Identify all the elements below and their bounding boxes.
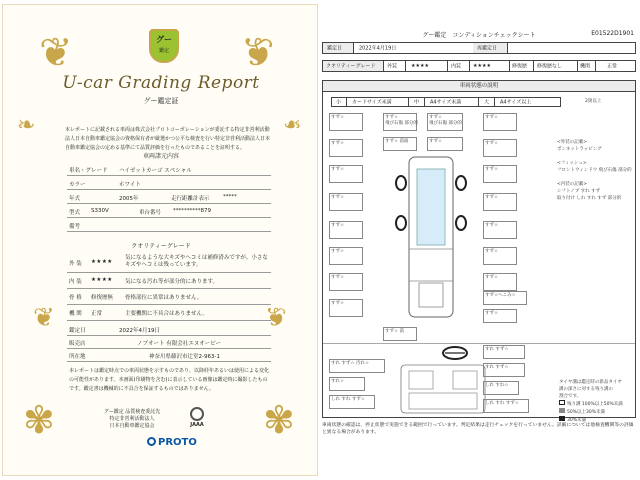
panel-title: 車両状態の説明: [323, 81, 635, 92]
steering-wheel-icon: [441, 345, 469, 361]
grade-comment: 骨格部位に異常はありません。: [125, 295, 203, 301]
vehicle-condition-panel: [322, 80, 636, 423]
ornament-bottom-right-icon: ✾: [263, 398, 295, 442]
sheet-id: E01522D1901: [591, 30, 634, 37]
spec-label: 備考: [69, 224, 81, 230]
exterior-stars: ★★★★: [411, 63, 429, 69]
interior-note: すれ すず☆: [485, 347, 509, 352]
damage-note: すず☆ 前面: [385, 139, 409, 144]
grade-status: 正常: [91, 311, 103, 317]
damage-note: すず☆: [429, 115, 443, 120]
damage-note: すず☆: [331, 249, 345, 254]
spec-value: S330V: [91, 208, 109, 214]
spec-row-color: [67, 177, 271, 190]
frame-label: 修復歴: [512, 63, 528, 70]
legend-line: [559, 408, 623, 416]
grade-comment: 主要機関に不具合はありません。: [125, 311, 208, 317]
info-row-address: [67, 349, 271, 362]
damage-note: すず☆: [485, 141, 499, 146]
spec-row-year: [67, 191, 271, 204]
legend-text: 残り溝 100%以上50%未満: [567, 402, 623, 407]
damage-note: すず☆: [485, 249, 499, 254]
jaaa-logo: [185, 407, 209, 428]
grade-stars: ★★★★: [91, 277, 113, 283]
proto-circle-icon: [147, 437, 156, 446]
grade-label: 内 装: [69, 279, 82, 285]
size-mid: 中: [414, 99, 420, 106]
grading-certificate: [2, 4, 318, 476]
damage-note: すず☆: [485, 275, 499, 280]
date-label: 鑑定日: [327, 45, 343, 52]
cert-title: U-car Grading Report: [62, 73, 260, 93]
org-line: 日本自動車鑑定協会: [109, 423, 155, 429]
grade-label: 機 関: [69, 311, 82, 317]
tire-100-icon: [559, 400, 565, 405]
specs-title: 車両諸元内容: [142, 153, 179, 160]
org-line: グー鑑定 品質検査委託先: [103, 409, 161, 415]
condition-check-sheet: [322, 26, 636, 476]
damage-note: すず☆: [485, 115, 499, 120]
legend-line: 割合です。: [559, 394, 582, 399]
interior-note: すれ すず☆ 汚れ☆: [331, 361, 369, 366]
spec-label: 車名・グレード: [69, 168, 108, 174]
info-label: 鑑定日: [69, 328, 86, 334]
date-row: [322, 42, 636, 54]
grade-label: 骨 格: [69, 295, 82, 301]
spec-row-notes: [67, 219, 271, 232]
ornament-right-vine-icon: ❧: [283, 113, 302, 138]
redate-label: 再鑑定日: [477, 45, 498, 52]
interior-note: すれ すず☆: [485, 365, 509, 370]
damage-note: すず☆: [331, 223, 345, 228]
frame-value: 修復歴なし: [537, 63, 563, 70]
quality-row: [322, 60, 636, 72]
ornament-top-left-icon: ❦: [39, 30, 73, 76]
interior-note: しれ すれ すず☆: [485, 401, 519, 406]
grade-label: 外 装: [69, 261, 82, 267]
date-value: 2022年4月19日: [359, 45, 397, 52]
legend-line: タイヤ溝は鑑定時の新品タイヤ: [559, 380, 622, 385]
grade-row-engine: [67, 305, 271, 321]
size-mid-desc: A4サイズ未満: [430, 99, 462, 106]
dealer-name: ノブオート 有限会社エヌオーピー: [137, 341, 221, 347]
info-row-dealer: [67, 336, 271, 349]
spec-row-name: [67, 163, 271, 176]
legend-text: 50%以上30%未満: [567, 410, 606, 415]
damage-note: すず☆: [331, 141, 345, 146]
spec-label: 走行距離計表示: [171, 196, 210, 202]
size-legend-row: [331, 97, 561, 107]
interior-note: しれ すれ すず☆: [331, 397, 365, 402]
grade-title: クオリティーグレード: [131, 243, 191, 250]
legend-line: [557, 174, 632, 181]
spec-row-model: [67, 205, 271, 218]
tire-30-icon: [559, 416, 565, 421]
info-label: 所在地: [69, 354, 86, 360]
grade-status: 修復歴無: [91, 295, 114, 301]
size-small: 小: [336, 99, 342, 106]
damage-note: すず☆ 前: [385, 329, 405, 334]
grade-comment: 気になるような大キズやへコミは補修済みですが、小さなキズやヘコミは残っています。: [125, 255, 268, 268]
damage-note: すず☆: [429, 139, 443, 144]
sheet-footer: 車両状態の確認は、停止状態で実施できる範囲で行っています。判定結果は走行チェックを行っていません。詳細については他検査機関等の評価と異なる場合があります。: [322, 423, 634, 435]
car-top-view-diagram: [395, 153, 467, 323]
grade-comment: 気になる汚れ等が部分的にあります。: [125, 279, 219, 285]
spec-value: **********879: [173, 208, 211, 214]
damage-note: すず☆: [331, 301, 345, 306]
spec-label: カラー: [69, 182, 86, 188]
ornament-bottom-left-icon: ✾: [23, 398, 55, 442]
interior-stars: ★★★★: [473, 63, 491, 69]
legend-line: <内装の記載>: [557, 182, 588, 187]
jaaa-mark-icon: [190, 407, 204, 421]
interior-label: 内装: [451, 63, 462, 70]
tire-legend: [559, 379, 623, 424]
legend-line: フロントウィンドウ 飛び石傷 部分的: [557, 168, 632, 173]
cert-footer-note: 本レポートは鑑定時点での車両状態を示すものであり、以降経年あるいは使用による変化の可能性があります。本画面(印刷物を含む)に表示している画像は鑑定時に撮影したものです。鑑定書は機械的に不具合を保証するものではありません。: [69, 368, 270, 392]
engine-value: 正常: [607, 63, 618, 70]
info-value: 2022年4月19日: [119, 328, 160, 334]
grade-stars: ★★★★: [91, 259, 113, 265]
spec-label: 年式: [69, 196, 81, 202]
engine-label: 機関: [580, 63, 591, 70]
spec-value: 2005年: [119, 196, 139, 202]
jaaa-label: JAAA: [190, 422, 204, 428]
spec-value: ハイゼットカーゴ スペシャル: [119, 168, 192, 174]
org-line: 特定非営利活動法人: [109, 416, 155, 422]
legend-line: <外装の記載>: [557, 140, 588, 145]
spec-label: 車台番号: [139, 210, 162, 216]
cert-subtitle: グー鑑定証: [143, 97, 179, 105]
legend-line: シフトノブ すれ すず: [557, 189, 601, 194]
damage-note: すず☆へこみ☆: [485, 293, 516, 298]
ornament-flourish-right-icon: ❦: [265, 303, 287, 333]
badge-text: グー: [156, 35, 172, 44]
ornament-top-right-icon: ❦: [241, 30, 275, 76]
proto-logo: [147, 437, 197, 448]
legend-text: 30%未満: [567, 418, 587, 423]
spec-value: *****: [223, 194, 237, 200]
spec-label: 型式: [69, 210, 81, 216]
ornament-flourish-left-icon: ❦: [33, 303, 55, 333]
damage-note: すず☆: [331, 195, 345, 200]
damage-note: すず☆: [485, 223, 499, 228]
legend-line: ボンネットラッピング: [557, 147, 602, 152]
damage-note: すず☆: [331, 115, 345, 120]
legend-line: <フィッシュ>: [557, 161, 587, 166]
damage-note: すず☆: [385, 115, 399, 120]
exterior-legend: [557, 139, 632, 202]
damage-note: すず☆: [485, 167, 499, 172]
cert-intro: 本レポートに記載される車両は株式会社プロトコーポレーションが委託する特定非営利活動法人日本自動車鑑定協会の資格保有者が厳選かつ公平な検査を行い特定非営利活動法人日本自動車鑑定協会の定める基準にて品質評価を行ったものであることを証明する。: [65, 127, 271, 151]
badge-sub: 鑑定: [158, 48, 169, 54]
damage-note: すず☆: [485, 311, 499, 316]
grade-row-exterior: [67, 253, 271, 273]
legend-line: 取り付け しれ すれ すず 部分的: [557, 196, 622, 201]
dealer-address: 神奈川県藤沢市辻堂2-963-1: [149, 354, 220, 360]
quality-label: クオリティーグレード: [326, 63, 376, 70]
size-large-desc: A4サイズ以上: [500, 99, 532, 106]
damage-note: 飛び石傷 部分的: [429, 121, 462, 126]
sheet-title: グー鑑定 コンディションチェックシート: [422, 32, 536, 39]
interior-note: しれ すれ☆: [485, 383, 509, 388]
size-multi: 2箇以上: [585, 99, 602, 104]
grade-row-interior: [67, 273, 271, 289]
ornament-left-vine-icon: ❧: [17, 113, 36, 138]
damage-note: すず☆: [485, 195, 499, 200]
car-interior-diagram: [397, 363, 489, 415]
info-label: 販売店: [69, 341, 86, 347]
size-small-desc: カードサイズ未満: [352, 99, 392, 106]
exterior-label: 外装: [387, 63, 398, 70]
legend-line: [557, 153, 632, 160]
damage-note: すず☆: [331, 275, 345, 280]
goo-badge: [149, 29, 179, 63]
interior-note: すれ☆: [331, 379, 345, 384]
info-row-date: [67, 323, 271, 336]
damage-note: 飛び石傷 部分的: [385, 121, 418, 126]
grade-row-frame: [67, 289, 271, 305]
legend-line: [559, 400, 623, 408]
spec-value: ホワイト: [119, 182, 141, 188]
damage-note: すず☆: [331, 167, 345, 172]
tire-50-icon: [559, 408, 565, 413]
legend-line: 溝の深さに対する残り溝の: [559, 387, 613, 392]
size-large: 大: [484, 99, 490, 106]
org-block: [97, 409, 167, 430]
proto-label: PROTO: [158, 437, 197, 448]
